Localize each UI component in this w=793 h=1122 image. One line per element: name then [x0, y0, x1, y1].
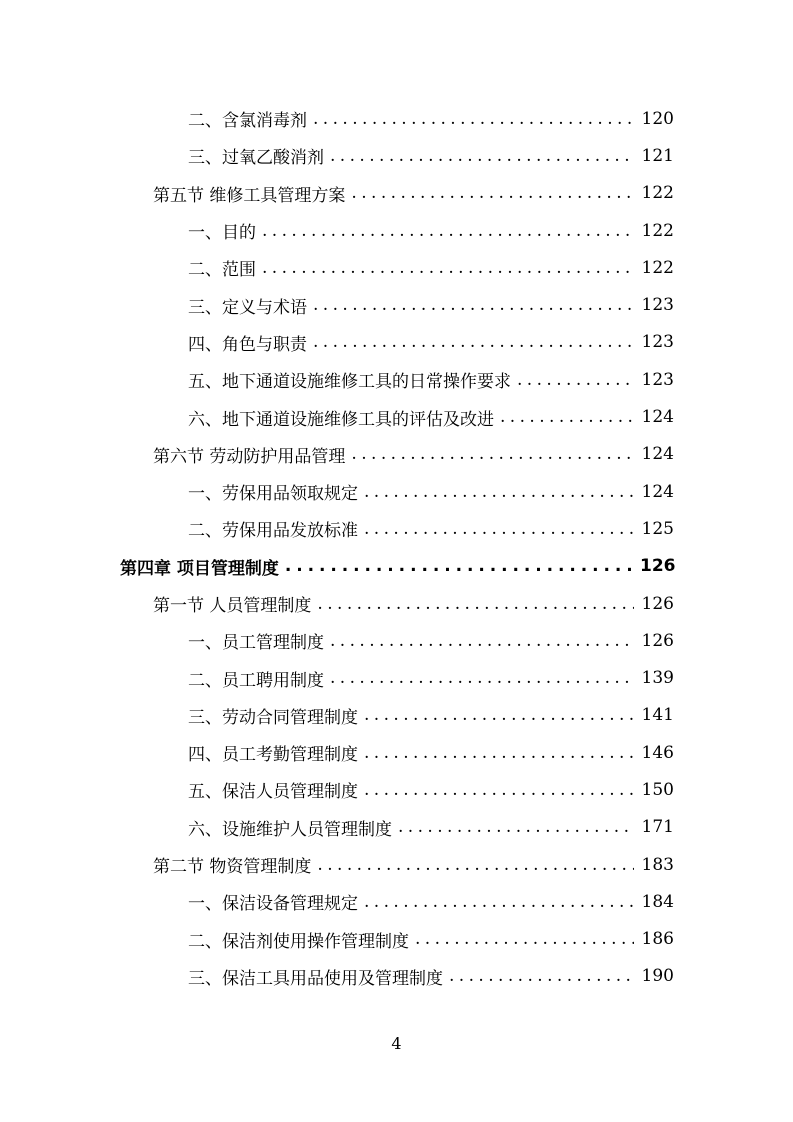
dot-leader	[364, 743, 634, 763]
toc-entry[interactable]	[0, 958, 793, 995]
dot-leader	[313, 332, 634, 352]
dot-leader	[262, 258, 634, 278]
dot-leader	[330, 631, 634, 651]
dot-leader	[330, 668, 634, 688]
dot-leader	[449, 966, 634, 986]
dot-leader	[285, 556, 634, 576]
toc-entry[interactable]	[0, 585, 793, 622]
toc-entry-title: 六、地下通道设施维修工具的评估及改进	[188, 409, 494, 430]
dot-leader	[500, 407, 634, 427]
toc-entry-title: 三、定义与术语	[188, 297, 307, 318]
toc-entry-title: 第四章 项目管理制度	[120, 558, 279, 579]
toc-entry-page: 120	[641, 108, 674, 129]
toc-entry[interactable]	[0, 137, 793, 174]
toc-entry[interactable]	[0, 622, 793, 659]
toc-entry-page: 139	[641, 668, 674, 689]
toc-entry-title: 五、保洁人员管理制度	[188, 782, 358, 803]
toc-entry-title: 二、范围	[188, 260, 256, 281]
toc-entry[interactable]	[0, 175, 793, 212]
toc-entry[interactable]	[0, 883, 793, 920]
dot-leader	[364, 780, 634, 800]
toc-entry-page: 126	[640, 556, 676, 577]
toc-entry-page: 126	[641, 630, 674, 651]
toc-entry-page: 146	[641, 742, 674, 763]
toc-entry[interactable]	[0, 734, 793, 771]
toc-entry-page: 150	[641, 779, 674, 800]
dot-leader	[351, 444, 634, 464]
dot-leader	[351, 183, 634, 203]
dot-leader	[415, 929, 634, 949]
dot-leader	[317, 594, 634, 614]
toc-entry-title: 一、目的	[188, 223, 256, 244]
toc-entry[interactable]	[0, 846, 793, 883]
toc-entry-page: 141	[641, 705, 674, 726]
toc-entry-title: 三、过氧乙酸消剂	[188, 148, 324, 169]
dot-leader	[398, 817, 634, 837]
toc-entry-title: 第六节 劳动防护用品管理	[153, 446, 346, 467]
toc-entry-page: 122	[641, 220, 674, 241]
toc-entry-page: 126	[641, 593, 674, 614]
toc-entry-title: 六、设施维护人员管理制度	[188, 819, 392, 840]
toc-entry-title: 五、地下通道设施维修工具的日常操作要求	[188, 372, 511, 393]
toc-entry-page: 183	[641, 854, 674, 875]
toc-entry-page: 123	[641, 369, 674, 390]
toc-entry[interactable]	[0, 324, 793, 361]
toc-entry[interactable]	[0, 697, 793, 734]
toc-entry-title: 二、含氯消毒剂	[188, 111, 307, 132]
table-of-contents	[0, 100, 793, 995]
page-number: 4	[391, 1034, 402, 1053]
toc-entry-page: 122	[641, 183, 674, 204]
toc-entry[interactable]	[0, 286, 793, 323]
dot-leader	[364, 705, 634, 725]
toc-entry-title: 一、保洁设备管理规定	[188, 894, 358, 915]
dot-leader	[517, 370, 634, 390]
toc-entry-title: 一、员工管理制度	[188, 633, 324, 654]
toc-entry-title: 二、员工聘用制度	[188, 670, 324, 691]
toc-entry-title: 二、保洁剂使用操作管理制度	[188, 931, 409, 952]
dot-leader	[313, 295, 634, 315]
toc-entry[interactable]	[0, 398, 793, 435]
toc-entry-page: 171	[641, 817, 674, 838]
toc-entry-page: 124	[641, 481, 674, 502]
toc-entry[interactable]	[0, 249, 793, 286]
toc-entry[interactable]	[0, 659, 793, 696]
toc-entry-page: 125	[641, 518, 674, 539]
toc-entry[interactable]	[0, 548, 793, 585]
toc-entry-page: 123	[641, 332, 674, 353]
toc-entry-title: 第一节 人员管理制度	[153, 596, 312, 616]
dot-leader	[262, 221, 634, 241]
toc-entry-title: 第二节 物资管理制度	[153, 857, 312, 878]
dot-leader	[330, 146, 634, 166]
toc-entry-title: 二、劳保用品发放标准	[188, 521, 358, 542]
toc-entry[interactable]	[0, 100, 793, 137]
dot-leader	[364, 519, 634, 539]
toc-entry[interactable]	[0, 473, 793, 510]
toc-entry-page: 184	[641, 891, 674, 912]
toc-entry[interactable]	[0, 436, 793, 473]
toc-entry-title: 三、劳动合同管理制度	[188, 707, 358, 728]
dot-leader	[313, 109, 634, 129]
toc-entry[interactable]	[0, 510, 793, 547]
dot-leader	[317, 855, 634, 875]
toc-entry[interactable]	[0, 809, 793, 846]
toc-entry-page: 122	[641, 257, 674, 278]
toc-entry-page: 124	[641, 444, 674, 465]
toc-entry-page: 121	[641, 145, 674, 166]
toc-entry-title: 四、员工考勤管理制度	[188, 745, 358, 766]
toc-entry-title: 第五节 维修工具管理方案	[153, 185, 346, 206]
toc-entry[interactable]	[0, 921, 793, 958]
toc-entry-title: 四、角色与职责	[188, 334, 307, 355]
toc-entry-page: 186	[641, 929, 674, 950]
dot-leader	[364, 482, 634, 502]
toc-entry-page: 123	[641, 295, 674, 316]
toc-entry-page: 190	[641, 966, 674, 987]
toc-entry-title: 一、劳保用品领取规定	[188, 484, 358, 505]
toc-entry[interactable]	[0, 771, 793, 808]
toc-entry[interactable]	[0, 361, 793, 398]
dot-leader	[364, 892, 634, 912]
toc-entry-page: 124	[641, 407, 674, 428]
toc-entry[interactable]	[0, 212, 793, 249]
toc-entry-title: 三、保洁工具用品使用及管理制度	[188, 968, 443, 989]
